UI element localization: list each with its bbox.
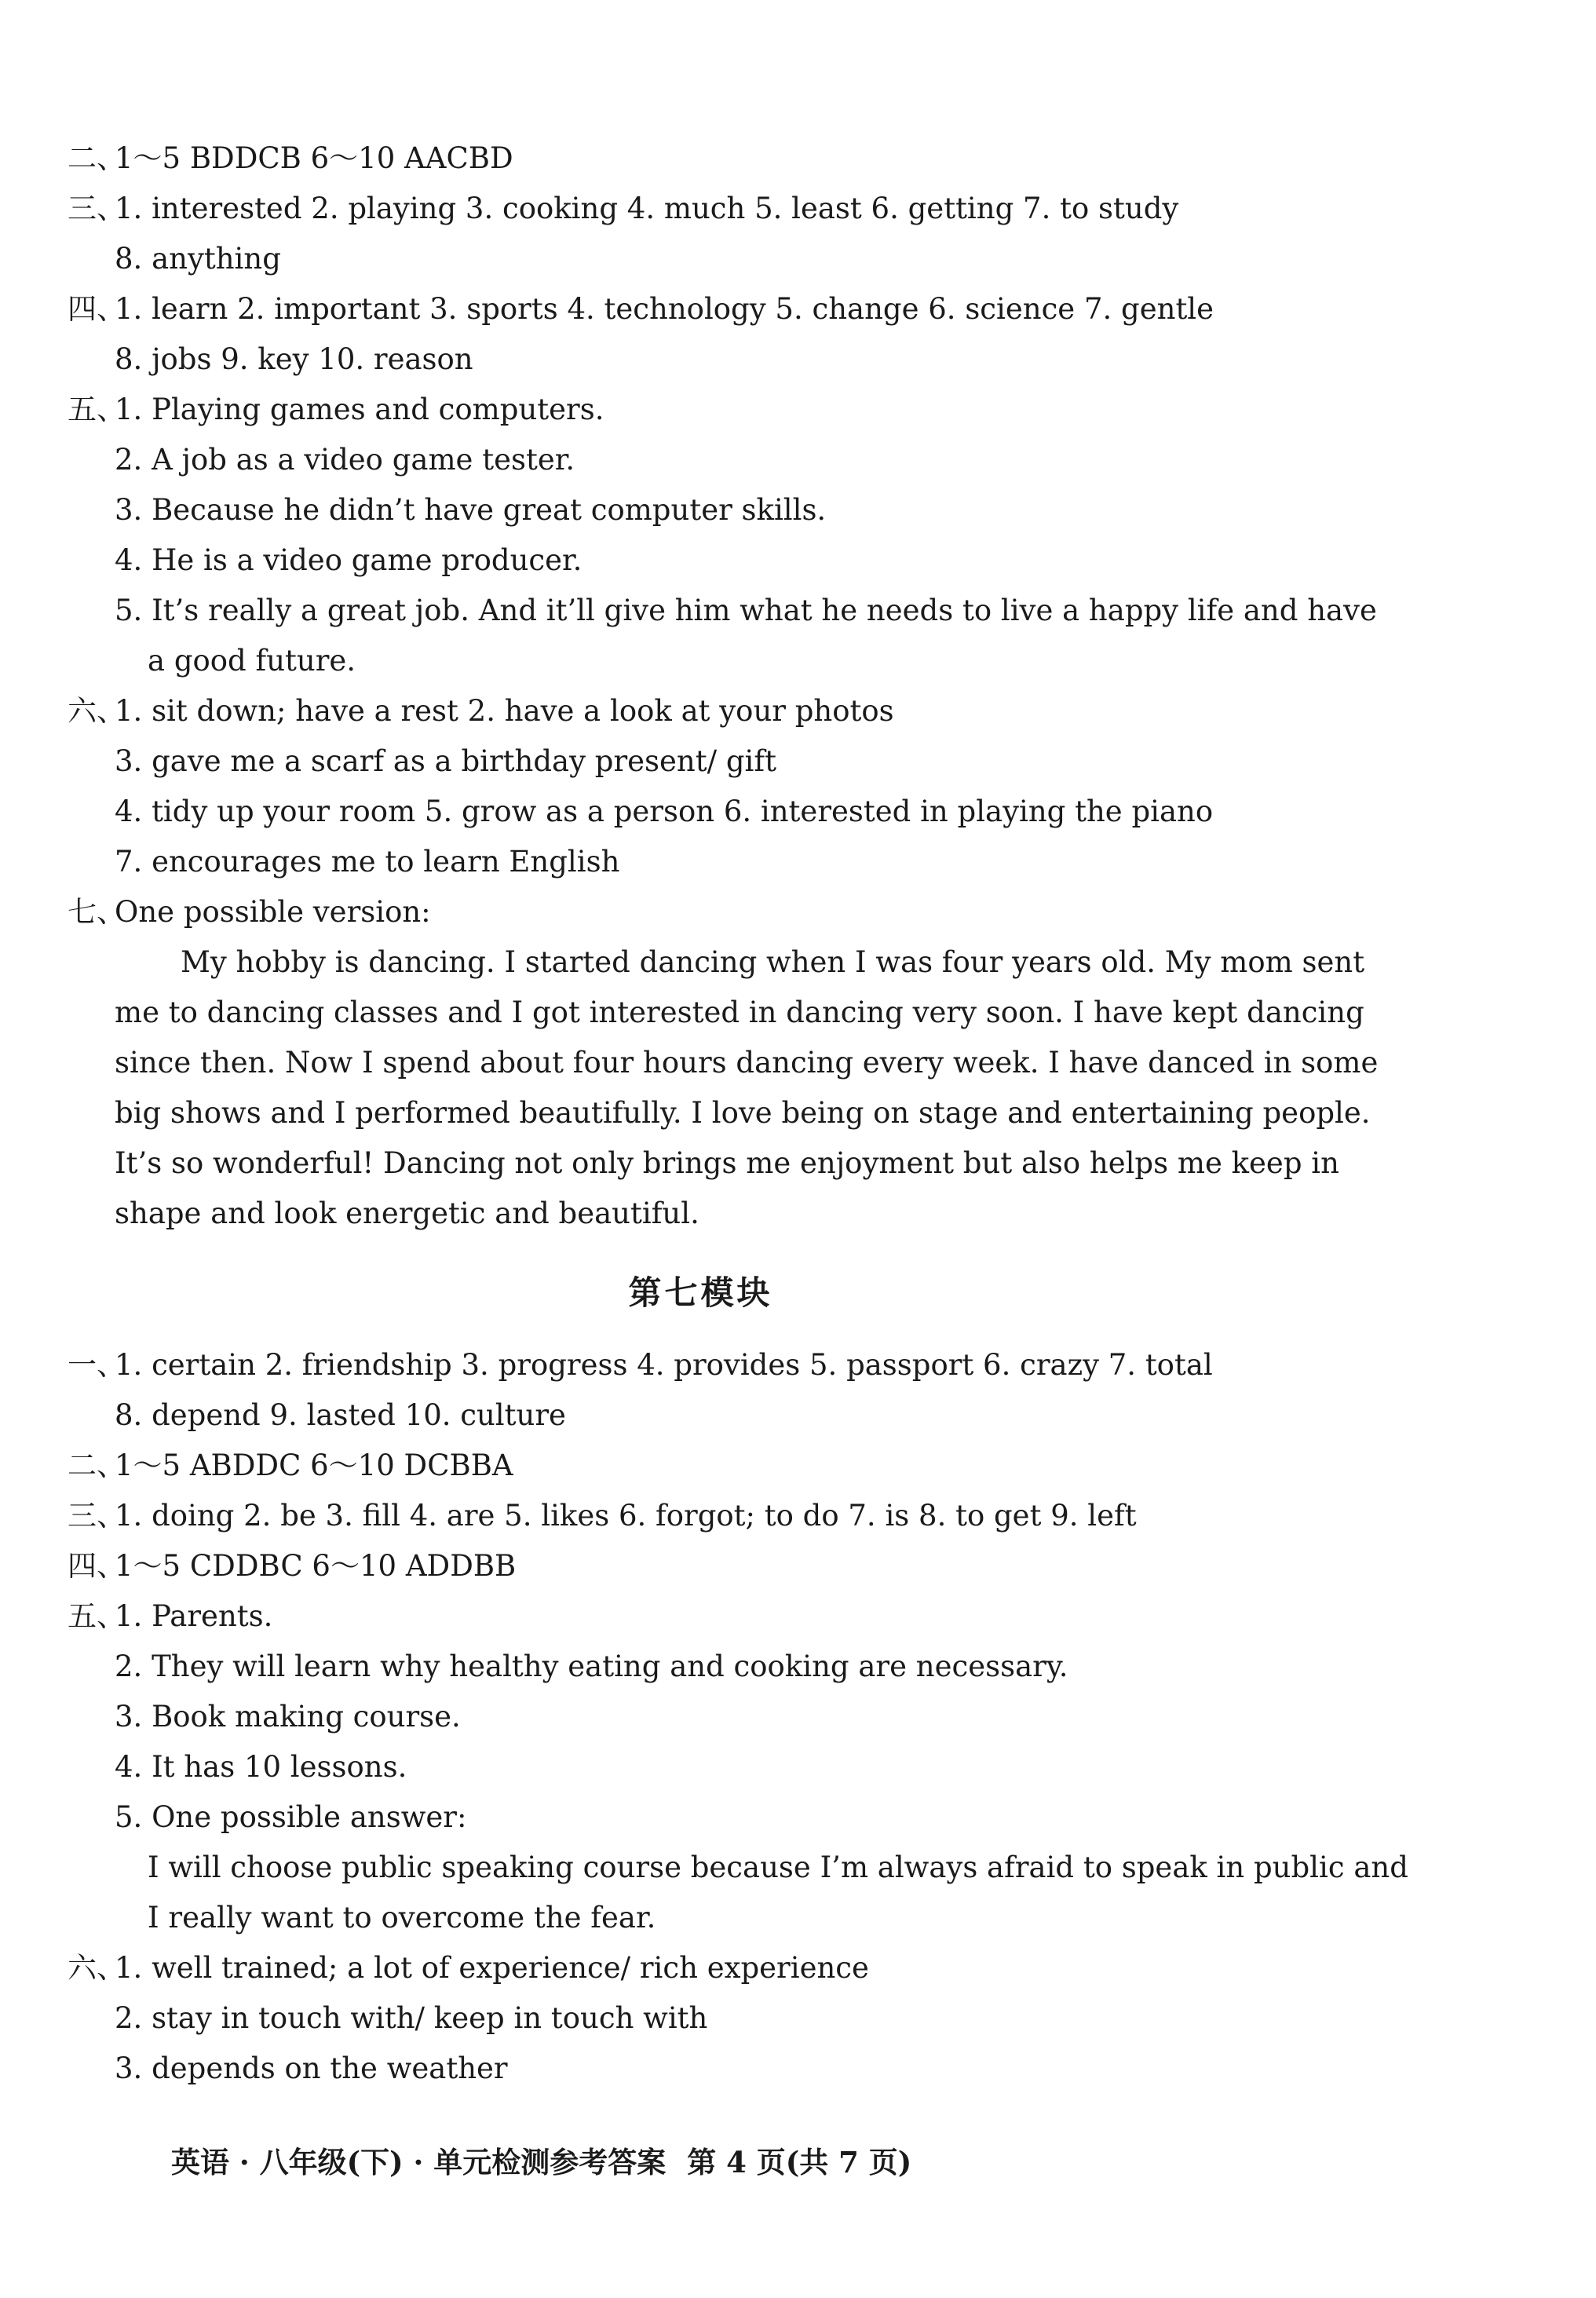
footer-page-number: 第 4 页(共 7 页)	[687, 2145, 912, 2179]
question-section-label: 七、	[68, 895, 126, 929]
question-section-label: 二、	[68, 1449, 126, 1482]
footer-subject: 英语 · 八年级(下) · 单元检测参考答案	[171, 2145, 667, 2179]
answer-line	[0, 1491, 1596, 1541]
answer-text: 8. anything	[115, 242, 281, 276]
answer-line	[0, 1742, 1596, 1792]
writing-sample-essay	[0, 937, 1596, 1239]
answer-line	[0, 485, 1596, 535]
answer-text: 1. learn 2. important 3. sports 4. technology 5. change 6. science 7. gentle	[115, 292, 1214, 326]
answer-line	[0, 1591, 1596, 1642]
answer-line	[0, 1441, 1596, 1491]
answer-line	[0, 1642, 1596, 1692]
answer-line	[0, 1390, 1596, 1441]
answer-text: 3. Because he didn’t have great computer skills.	[115, 493, 827, 527]
answer-text: 1～5 BDDCB 6～10 AACBD	[115, 141, 513, 175]
module6-answers-continued	[0, 133, 1596, 937]
essay-line	[0, 1189, 1596, 1239]
answer-text: 1. Parents.	[115, 1599, 273, 1633]
essay-line	[0, 1088, 1596, 1138]
question-section-label: 五、	[68, 1599, 126, 1633]
answer-text: 1～5 ABDDC 6～10 DCBBA	[115, 1449, 513, 1482]
answer-line	[0, 1993, 1596, 2044]
answer-line	[0, 1792, 1596, 1843]
answer-line	[0, 887, 1596, 937]
answer-line	[0, 736, 1596, 787]
answer-text: 5. One possible answer:	[115, 1800, 467, 1834]
module-7-title: 第七模块	[628, 1273, 773, 1312]
module7-answers	[0, 1340, 1596, 2094]
essay-line	[0, 937, 1596, 988]
answer-text: I really want to overcome the fear.	[148, 1901, 656, 1934]
question-section-label: 三、	[68, 192, 126, 225]
answer-line	[0, 435, 1596, 485]
question-section-label: 五、	[68, 393, 126, 426]
answer-line	[0, 2044, 1596, 2094]
answer-text: 4. He is a video game producer.	[115, 543, 583, 577]
answer-text: 1. well trained; a lot of experience/ rich experience	[115, 1951, 869, 1985]
answer-line	[0, 1893, 1596, 1943]
answer-line	[0, 1692, 1596, 1742]
answer-line	[0, 1541, 1596, 1591]
answer-line	[0, 1340, 1596, 1390]
question-section-label: 一、	[68, 1348, 126, 1382]
essay-line	[0, 1138, 1596, 1189]
answer-text: 1. certain 2. friendship 3. progress 4. provides 5. passport 6. crazy 7. total	[115, 1348, 1213, 1382]
answer-text: 3. Book making course.	[115, 1700, 461, 1734]
essay-line	[0, 1038, 1596, 1088]
answer-line	[0, 184, 1596, 234]
essay-line	[0, 988, 1596, 1038]
page-footer	[171, 2137, 922, 2187]
essay-text: shape and look energetic and beautiful.	[115, 1196, 699, 1230]
answer-line	[0, 334, 1596, 385]
answer-text: One possible version:	[115, 895, 431, 929]
answer-text: I will choose public speaking course because I’m always afraid to speak in public and	[148, 1850, 1408, 1884]
answer-text: 1. doing 2. be 3. fill 4. are 5. likes 6. forgot; to do 7. is 8. to get 9. left	[115, 1499, 1137, 1533]
answer-text: 5. It’s really a great job. And it’ll give him what he needs to live a happy life and have	[115, 594, 1377, 627]
answer-text: a good future.	[148, 644, 356, 678]
answer-line	[0, 636, 1596, 686]
answer-text: 1. interested 2. playing 3. cooking 4. much 5. least 6. getting 7. to study	[115, 192, 1179, 225]
answer-line	[0, 385, 1596, 435]
answer-line	[0, 284, 1596, 334]
answer-text: 1～5 CDDBC 6～10 ADDBB	[115, 1549, 517, 1583]
answer-line	[0, 1943, 1596, 1993]
answer-text: 4. tidy up your room 5. grow as a person 6. interested in playing the piano	[115, 795, 1214, 828]
essay-text: My hobby is dancing. I started dancing when I was four years old. My mom sent	[181, 945, 1365, 979]
answer-text: 1. sit down; have a rest 2. have a look at your photos	[115, 694, 894, 728]
question-section-label: 三、	[68, 1499, 126, 1533]
answer-text: 1. Playing games and computers.	[115, 393, 604, 426]
answer-text: 2. A job as a video game tester.	[115, 443, 575, 477]
answer-text: 3. gave me a scarf as a birthday present/ gift	[115, 744, 776, 778]
answer-text: 2. They will learn why healthy eating and cooking are necessary.	[115, 1650, 1068, 1683]
answer-text: 8. jobs 9. key 10. reason	[115, 342, 473, 376]
answer-line	[0, 234, 1596, 284]
answer-line	[0, 535, 1596, 586]
answer-line	[0, 686, 1596, 736]
answer-text: 2. stay in touch with/ keep in touch with	[115, 2001, 708, 2035]
essay-text: It’s so wonderful! Dancing not only brings me enjoyment but also helps me keep in	[115, 1146, 1339, 1180]
answer-line	[0, 133, 1596, 184]
answer-text: 7. encourages me to learn English	[115, 845, 620, 879]
essay-text: me to dancing classes and I got interested in dancing very soon. I have kept dancing	[115, 996, 1364, 1029]
question-section-label: 四、	[68, 292, 126, 326]
answer-text: 8. depend 9. lasted 10. culture	[115, 1398, 566, 1432]
answer-line	[0, 787, 1596, 837]
question-section-label: 六、	[68, 694, 126, 728]
question-section-label: 六、	[68, 1951, 126, 1985]
answer-line	[0, 1843, 1596, 1893]
answer-text: 4. It has 10 lessons.	[115, 1750, 407, 1784]
essay-text: big shows and I performed beautifully. I love being on stage and entertaining people.	[115, 1096, 1371, 1130]
essay-text: since then. Now I spend about four hours dancing every week. I have danced in some	[115, 1046, 1379, 1080]
question-section-label: 二、	[68, 141, 126, 175]
answer-line	[0, 837, 1596, 887]
answer-line	[0, 586, 1596, 636]
answer-text: 3. depends on the weather	[115, 2051, 508, 2085]
question-section-label: 四、	[68, 1549, 126, 1583]
